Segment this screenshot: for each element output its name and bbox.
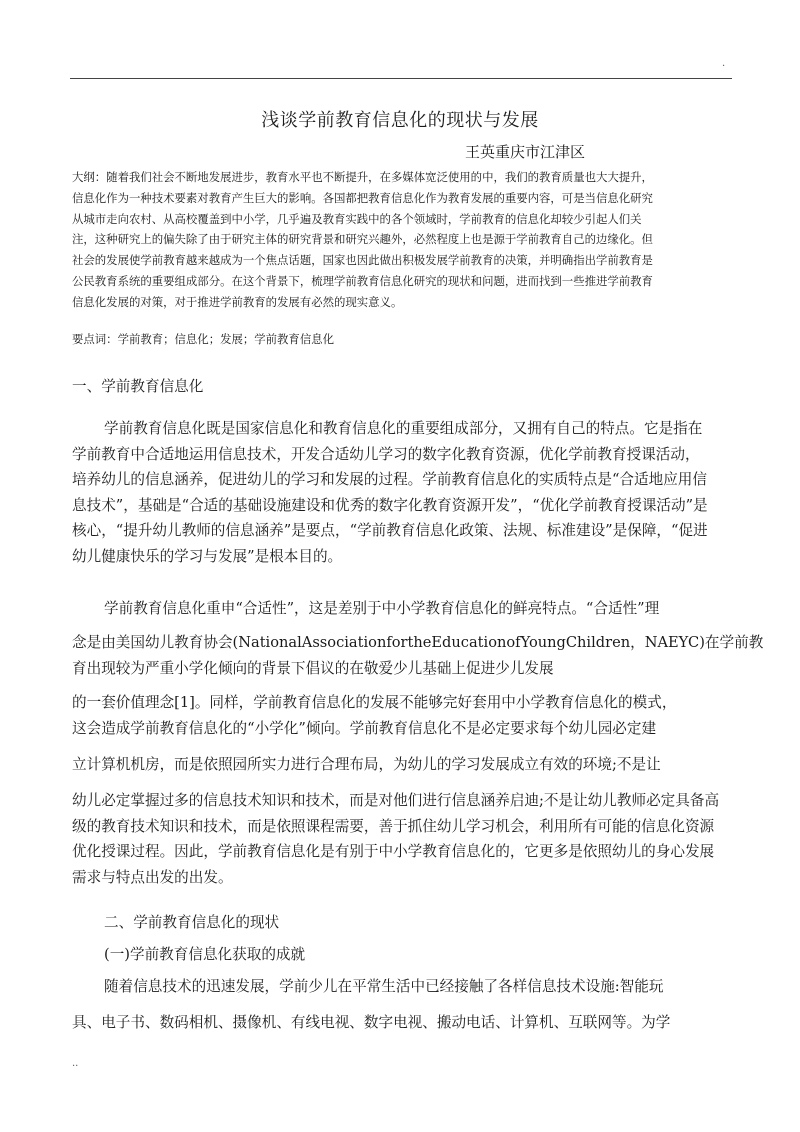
section-1-heading: 一、学前教育信息化 xyxy=(72,378,204,395)
section-2-paragraph-1-line-2: 具、电子书、数码相机、摄像机、有线电视、数字电视、搬动电话、计算机、互联网等。为学 xyxy=(72,1014,671,1031)
footer-dots: .. xyxy=(72,1058,79,1069)
section-1-paragraph-2-line-2: 念是由美国幼儿教育协会(NationalAssociationfortheEducationofYoungChildren，NAEYC)在学前教 xyxy=(72,634,764,651)
section-1-paragraph-2-line-5: 这会造成学前教育信息化的“小学化”倾向。学前教育信息化不是必定要求每个幼儿园必定建 xyxy=(72,720,657,737)
section-2-subheading-1: (一)学前教育信息化获取的成就 xyxy=(104,946,306,963)
section-1-paragraph-2-line-6: 立计算机机房，而是依照园所实力进行合理布局，为幼儿的学习发展成立有效的环境;不是让 xyxy=(72,756,661,773)
section-1-paragraph-2-line-3: 育出现较为严重小学化倾向的背景下倡议的在敬爱少儿基础上促进少儿发展 xyxy=(72,660,554,677)
author-line: 王英重庆市江津区 xyxy=(465,143,586,161)
section-1-paragraph-2-line-1: 学前教育信息化重申“合适性”，这是差别于中小学教育信息化的鲜亮特点。“合适性”理 xyxy=(104,600,660,617)
abstract-paragraph: 大纲：随着我们社会不断地发展进步，教育水平也不断提升，在多媒体宽泛使用的中，我们的教育质量也大大提升，信息化作为一种技术要素对教育产生巨大的影响。各国都把教育信息化作为教育发展的重要内容，可是当信息化研究从城市走向农村、从高校覆盖到中小学，几乎遍及教育实践中的各个领域时，学前教育的信息化却较少引起人们关注，这种研究上的偏失除了由于研究主体的研究背景和研究兴趣外，必然程度上也是源于学前教育自己的边缘化。但社会的发展使学前教育越来越成为一个焦点话题，国家也因此做出积极发展学前教育的决策，并明确指出学前教育是公民教育系统的重要组成部分。在这个背景下，梳理学前教育信息化研究的现状和问题，进而找到一些推进学前教育信息化发展的对策，对于推进学前教育的发展有必然的现实意义。 xyxy=(72,170,653,309)
section-2-heading: 二、学前教育信息化的现状 xyxy=(104,914,280,931)
section-1-paragraph-1: 学前教育信息化既是国家信息化和教育信息化的重要组成部分，又拥有自己的特点。它是指在学前教育中合适地运用信息技术，开发合适幼儿学习的数字化教育资源，优化学前教育授课活动，培养幼儿的信息涵养，促进幼儿的学习和发展的过程。学前教育信息化的实质特点是“合适地应用信息技术”，基础是“合适的基础设施建设和优秀的数字化教育资源开发”，“优化学前教育授课活动”是核心，“提升幼儿教师的信息涵养”是要点，“学前教育信息化政策、法规、标准建设”是保障，“促进幼儿健康快乐的学习与发展”是根本目的。 xyxy=(72,420,708,565)
header-corner-mark: . xyxy=(722,58,726,69)
section-1-paragraph-2-continued: 幼儿必定掌握过多的信息技术知识和技术，而是对他们进行信息涵养启迪;不是让幼儿教师必定具备高级的教育技术知识和技术，而是依照课程需要，善于抓住幼儿学习机会，利用所有可能的信息化资源优化授课过程。因此，学前教育信息化是有别于中小学教育信息化的，它更多是依照幼儿的身心发展需求与特点出发的出发。 xyxy=(72,792,720,886)
keywords-line: 要点词：学前教育；信息化；发展；学前教育信息化 xyxy=(72,332,334,346)
section-1-paragraph-2-line-4: 的一套价值理念[1]。同样，学前教育信息化的发展不能够完好套用中小学教育信息化的模式， xyxy=(72,694,677,711)
section-2-paragraph-1-line-1: 随着信息技术的迅速发展，学前少儿在平常生活中已经接触了各样信息技术设施:智能玩 xyxy=(104,978,664,995)
document-title: 浅谈学前教育信息化的现状与发展 xyxy=(261,110,539,131)
header-rule xyxy=(70,78,732,79)
